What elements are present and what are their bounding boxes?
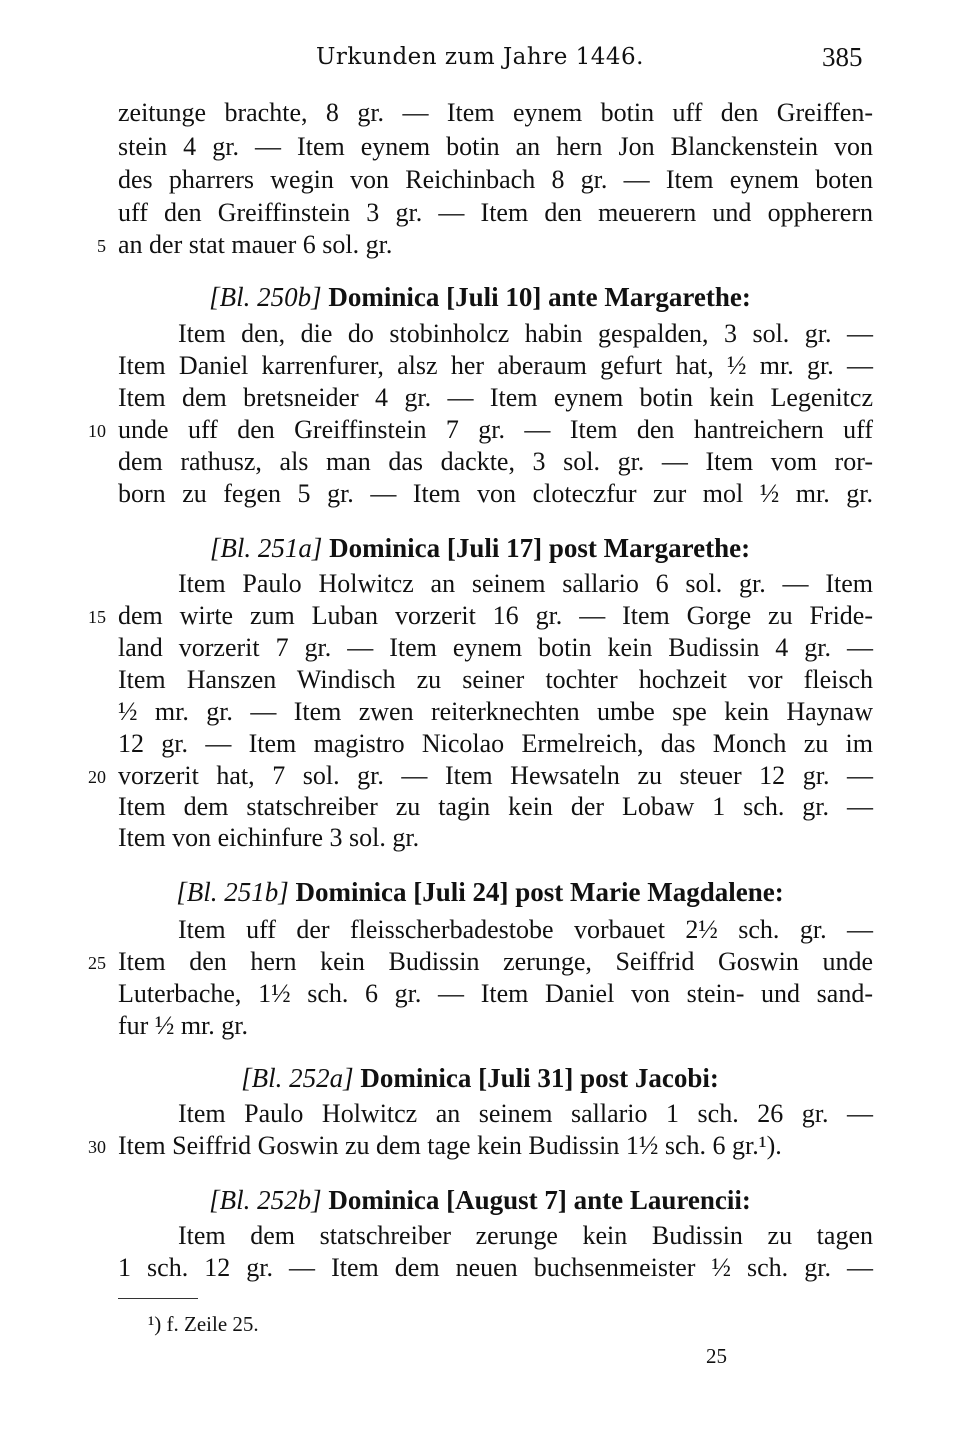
section-title: Dominica [Juli 31] post Jacobi: — [360, 1063, 719, 1093]
text-line: Item dem statschreiber zu tagin kein der Lobaw 1 sch. gr. — — [118, 792, 873, 821]
text-line: vorzerit hat, 7 sol. gr. — Item Hewsateln zu steuer 12 gr. — — [118, 761, 873, 790]
line-number: 20 — [88, 767, 106, 787]
signature-mark: 25 — [706, 1344, 727, 1368]
text-line: Item den, die do stobinholcz habin gespalden, 3 sol. gr. — — [178, 319, 873, 348]
folio-reference: [Bl. 252b] — [209, 1185, 322, 1215]
section-title: Dominica [Juli 24] post Marie Magdalene: — [295, 877, 784, 907]
text-line: dem rathusz, als man das dackte, 3 sol. gr. — Item vom ror- — [118, 447, 873, 476]
text-line: Item Daniel karrenfurer, alsz her aberaum gefurt hat, ½ mr. gr. — — [118, 351, 873, 380]
section-heading — [0, 1185, 960, 1216]
line-number: 15 — [88, 607, 106, 627]
text-line: Item Paulo Holwitcz an seinem sallario 1 sch. 26 gr. — — [178, 1099, 873, 1128]
text-line: land vorzerit 7 gr. — Item eynem botin kein Budissin 4 gr. — — [118, 633, 873, 662]
text-line: Item dem bretsneider 4 gr. — Item eynem botin kein Legenitcz — [118, 383, 873, 412]
section-heading — [0, 877, 960, 908]
text-line: Item Hanszen Windisch zu seiner tochter hochzeit vor fleisch — [118, 665, 873, 694]
folio-reference: [Bl. 251a] — [209, 533, 323, 563]
text-line: Item dem statschreiber zerunge kein Budissin zu tagen — [178, 1221, 873, 1250]
section-title: Dominica [August 7] ante Laurencii: — [328, 1185, 751, 1215]
footnote: ¹) f. Zeile 25. — [148, 1312, 259, 1336]
footnote-rule — [118, 1298, 198, 1299]
section-heading — [0, 533, 960, 564]
text-line: uff den Greiffinstein 3 gr. — Item den meuerern und oppherern — [118, 198, 873, 227]
text-line: Item den hern kein Budissin zerunge, Seiffrid Goswin unde — [118, 947, 873, 976]
section-title: Dominica [Juli 10] ante Margarethe: — [328, 282, 751, 312]
text-line: 12 gr. — Item magistro Nicolao Ermelreich, das Monch zu im — [118, 729, 873, 758]
text-line: Item uff der fleisscherbadestobe vorbauet 2½ sch. gr. — — [178, 915, 873, 944]
line-number: 30 — [88, 1137, 106, 1157]
folio-reference: [Bl. 251b] — [176, 877, 289, 907]
line-number: 25 — [88, 953, 106, 973]
text-line: Item von eichinfure 3 sol. gr. — [118, 823, 420, 852]
line-number: 5 — [97, 236, 106, 256]
running-header: Urkunden zum Jahre 1446. — [316, 44, 644, 70]
folio-reference: [Bl. 250b] — [209, 282, 322, 312]
text-line: unde uff den Greiffinstein 7 gr. — Item den hantreichern uff — [118, 415, 873, 444]
text-line: zeitunge brachte, 8 gr. — Item eynem botin uff den Greiffen- — [118, 98, 873, 127]
text-line: Item Seiffrid Goswin zu dem tage kein Budissin 1½ sch. 6 gr.¹). — [118, 1131, 782, 1160]
folio-reference: [Bl. 252a] — [241, 1063, 354, 1093]
section-heading — [0, 1063, 960, 1094]
text-line: fur ½ mr. gr. — [118, 1011, 248, 1040]
text-line: des pharrers wegin von Reichinbach 8 gr. — Item eynem boten — [118, 165, 873, 194]
text-line: an der stat mauer 6 sol. gr. — [118, 230, 393, 259]
section-title: Dominica [Juli 17] post Margarethe: — [329, 533, 751, 563]
text-line: 1 sch. 12 gr. — Item dem neuen buchsenmeister ½ sch. gr. — — [118, 1253, 873, 1282]
text-line: stein 4 gr. — Item eynem botin an hern Jon Blanckenstein von — [118, 132, 873, 161]
text-line: ½ mr. gr. — Item zwen reiterknechten umbe spe kein Haynaw — [118, 697, 873, 726]
text-line: Item Paulo Holwitcz an seinem sallario 6 sol. gr. — Item — [178, 569, 873, 598]
text-line: born zu fegen 5 gr. — Item von cloteczfur zur mol ½ mr. gr. — [118, 479, 873, 508]
text-line: dem wirte zum Luban vorzerit 16 gr. — Item Gorge zu Fride- — [118, 601, 873, 630]
text-line: Luterbache, 1½ sch. 6 gr. — Item Daniel von stein- und sand- — [118, 979, 873, 1008]
page-number: 385 — [822, 42, 863, 72]
section-heading — [0, 282, 960, 313]
line-number: 10 — [88, 421, 106, 441]
